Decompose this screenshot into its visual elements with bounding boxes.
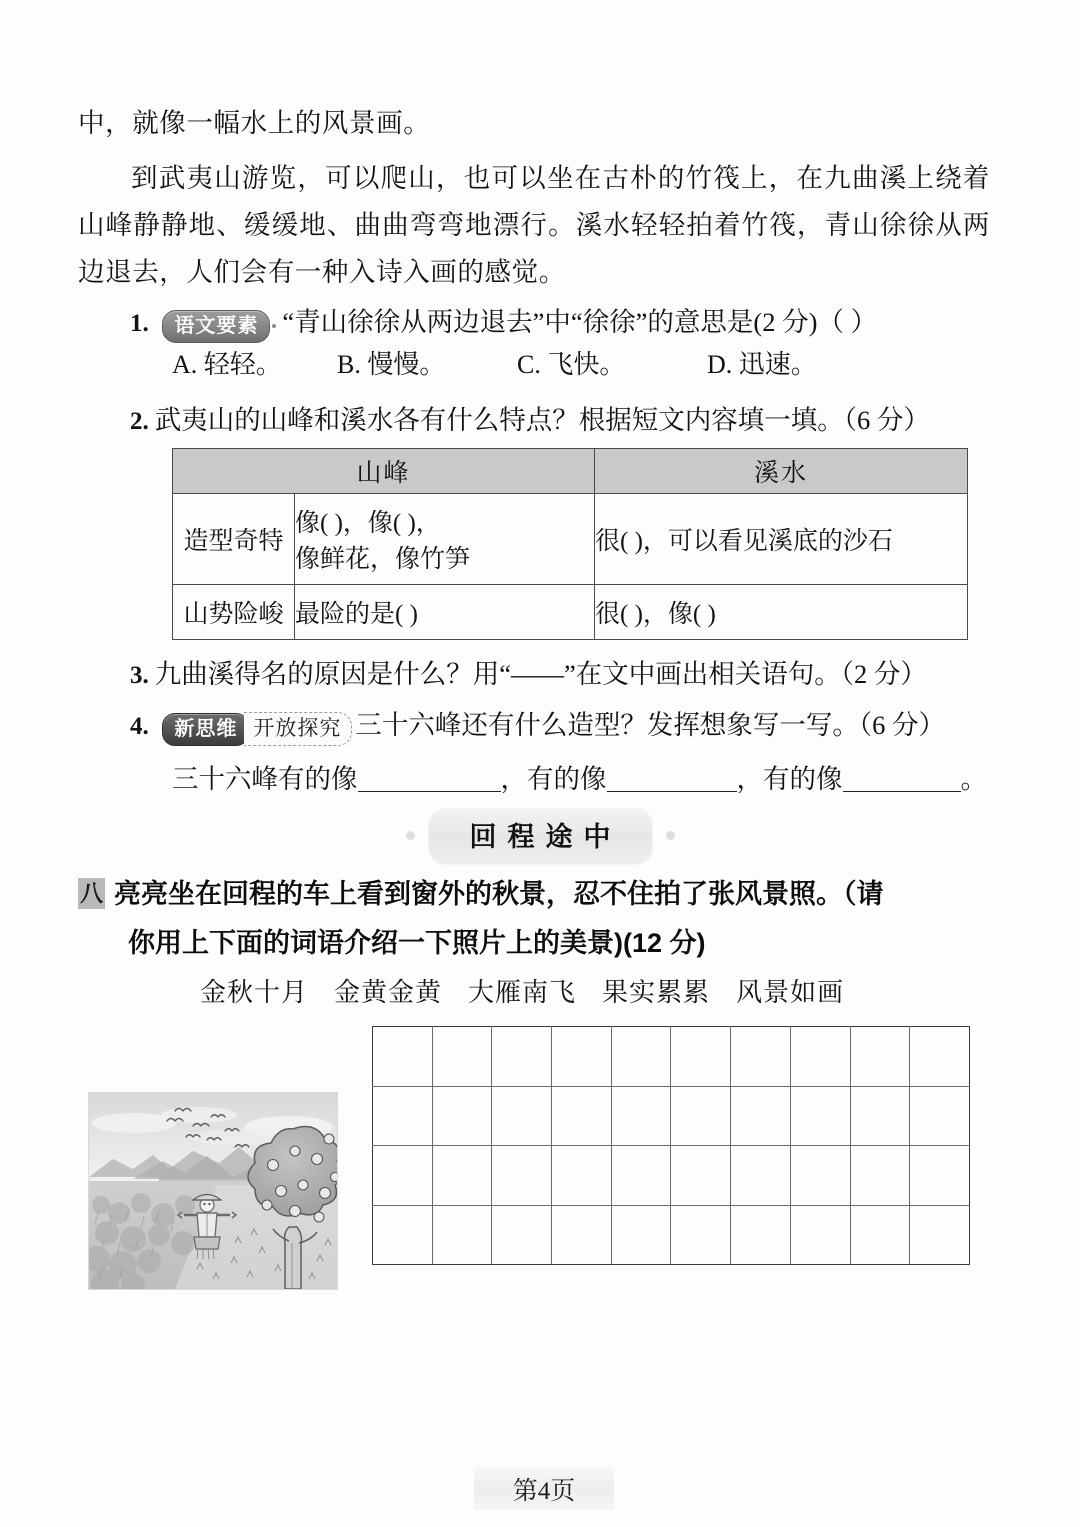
word-item-2: 金黄金黄 <box>334 978 443 1007</box>
option-c-value: 飞快。 <box>547 350 626 379</box>
writing-grid-cell[interactable] <box>790 1146 850 1206</box>
answer-prefix: 三十六峰有的像 <box>172 764 358 794</box>
writing-grid-cell[interactable] <box>611 1146 671 1206</box>
writing-grid[interactable] <box>372 1026 970 1265</box>
question-2 <box>130 398 1000 444</box>
writing-grid-cell[interactable] <box>850 1146 910 1206</box>
writing-grid-cell[interactable] <box>492 1205 552 1265</box>
writing-grid-row[interactable] <box>373 1205 970 1265</box>
writing-grid-cell[interactable] <box>492 1027 552 1087</box>
writing-grid-cell[interactable] <box>492 1086 552 1146</box>
question-4-text: 三十六峰还有什么造型？发挥想象写一写。（6 分） <box>355 710 945 740</box>
row-2-stream[interactable]: 很( )，像( ) <box>595 585 968 640</box>
section-8-line-1: 亮亮坐在回程的车上看到窗外的秋景，忍不住拍了张风景照。（请 <box>114 879 884 909</box>
writing-grid-cell[interactable] <box>790 1027 850 1087</box>
writing-grid-cell[interactable] <box>373 1146 433 1206</box>
question-2-number: 2. <box>130 408 149 435</box>
answer-blank-2[interactable] <box>607 765 737 792</box>
writing-grid-cell[interactable] <box>910 1027 970 1087</box>
badge-trailing-dot <box>272 324 276 328</box>
writing-grid-cell[interactable] <box>671 1146 731 1206</box>
writing-grid-cell[interactable] <box>373 1027 433 1087</box>
writing-grid-cell[interactable] <box>373 1205 433 1265</box>
writing-grid-cell[interactable] <box>731 1146 791 1206</box>
option-a-label: A. <box>172 350 198 379</box>
writing-grid-cell[interactable] <box>671 1205 731 1265</box>
row-1-stream[interactable]: 很( )，可以看见溪底的沙石 <box>595 494 968 585</box>
answer-blank-1[interactable] <box>358 765 501 792</box>
word-item-1: 金秋十月 <box>200 978 309 1007</box>
badge-yuwen-yaosu-label: 语文要素 <box>162 310 270 343</box>
writing-grid-cell[interactable] <box>731 1027 791 1087</box>
page-footer <box>474 1468 614 1510</box>
writing-grid-cell[interactable] <box>432 1086 492 1146</box>
answer-mid-2: ，有的像 <box>736 764 843 794</box>
page-number-label: 第4页 <box>512 1478 576 1505</box>
option-a[interactable] <box>172 345 337 385</box>
badge-yuwen-yaosu <box>162 301 279 345</box>
word-item-3: 大雁南飞 <box>468 978 577 1007</box>
table-header-mountain: 山峰 <box>173 449 595 494</box>
question-3-number: 3. <box>130 662 149 689</box>
option-c-label: C. <box>517 350 541 379</box>
writing-grid-row[interactable] <box>373 1146 970 1206</box>
word-item-5: 风景如画 <box>736 978 845 1007</box>
table-row <box>173 494 968 585</box>
features-table <box>172 448 968 640</box>
question-1-number: 1. <box>130 310 149 337</box>
autumn-scene-svg <box>89 1093 337 1289</box>
writing-grid-cell[interactable] <box>432 1027 492 1087</box>
section-8-line-2: 你用上下面的词语介绍一下照片上的美景)(12 分) <box>128 928 706 958</box>
writing-grid-cell[interactable] <box>432 1205 492 1265</box>
writing-grid-cell[interactable] <box>492 1146 552 1206</box>
word-list <box>200 972 844 1009</box>
row-1-mountain[interactable] <box>295 494 595 585</box>
row-1-mountain-line-1: 像( )，像( )， <box>295 510 441 537</box>
passage-continuation-line: 中，就像一幅水上的风景画。 <box>78 108 431 138</box>
table-header-row <box>173 449 968 494</box>
question-4-answer-line <box>172 757 1042 801</box>
writing-grid-row[interactable] <box>373 1086 970 1146</box>
autumn-scene-illustration <box>88 1092 338 1290</box>
passage-paragraph: 到武夷山游览，可以爬山，也可以坐在古朴的竹筏上，在九曲溪上绕着山峰静静地、缓缓地、曲曲弯弯地漂行。溪水轻轻拍着竹筏，青山徐徐从两边退去，人们会有一种入诗入画的感觉。 <box>78 163 990 287</box>
writing-grid-cell[interactable] <box>373 1086 433 1146</box>
question-2-text: 武夷山的山峰和溪水各有什么特点？根据短文内容填一填。（6 分） <box>154 405 930 435</box>
question-1-text: “青山徐徐从两边退去”中“徐徐”的意思是(2 分)（ ） <box>282 307 878 337</box>
answer-mid-1: ，有的像 <box>500 764 607 794</box>
writing-grid-cell[interactable] <box>552 1146 612 1206</box>
question-1-options <box>172 345 817 385</box>
table-header-stream: 溪水 <box>595 449 968 494</box>
badge-kaifangtanjiu-label: 开放探究 <box>244 712 352 746</box>
question-3-text: 九曲溪得名的原因是什么？用“——”在文中画出相关语句。（2 分） <box>154 659 927 689</box>
writing-grid-cell[interactable] <box>850 1027 910 1087</box>
writing-grid-cell[interactable] <box>790 1086 850 1146</box>
writing-grid-cell[interactable] <box>432 1146 492 1206</box>
writing-grid-cell[interactable] <box>910 1086 970 1146</box>
writing-grid-cell[interactable] <box>611 1205 671 1265</box>
writing-grid-cell[interactable] <box>910 1205 970 1265</box>
answer-blank-3[interactable] <box>843 765 961 792</box>
writing-grid-cell[interactable] <box>731 1205 791 1265</box>
option-b-value: 慢慢。 <box>367 350 446 379</box>
writing-grid-cell[interactable] <box>671 1027 731 1087</box>
writing-grid-cell[interactable] <box>552 1086 612 1146</box>
row-2-mountain[interactable]: 最险的是( ) <box>295 585 595 640</box>
question-3 <box>130 652 1000 698</box>
section-banner <box>390 808 690 863</box>
option-b-label: B. <box>337 350 361 379</box>
question-4 <box>130 703 1000 750</box>
section-banner-title: 回程途中 <box>429 808 652 863</box>
option-a-value: 轻轻。 <box>203 350 282 379</box>
option-d-value: 迅速。 <box>738 350 817 379</box>
banner-dot-left <box>406 831 415 840</box>
question-4-number: 4. <box>130 713 149 740</box>
writing-grid-cell[interactable] <box>910 1146 970 1206</box>
option-d-label: D. <box>707 350 733 379</box>
writing-grid-cell[interactable] <box>611 1086 671 1146</box>
option-c[interactable] <box>517 345 707 385</box>
writing-grid-cell[interactable] <box>552 1205 612 1265</box>
writing-grid-cell[interactable] <box>552 1027 612 1087</box>
writing-grid-cell[interactable] <box>790 1205 850 1265</box>
badge-xinsiwei-label: 新思维 <box>162 713 249 746</box>
writing-grid-cell[interactable] <box>671 1086 731 1146</box>
table-row <box>173 585 968 640</box>
option-d[interactable] <box>707 345 817 385</box>
word-item-4: 果实累累 <box>602 978 711 1007</box>
writing-grid-cell[interactable] <box>850 1086 910 1146</box>
writing-grid-cell[interactable] <box>731 1086 791 1146</box>
question-1 <box>130 300 1000 347</box>
row-1-label: 造型奇特 <box>173 494 295 585</box>
answer-end: 。 <box>960 764 987 794</box>
section-8-heading <box>78 870 990 919</box>
banner-dot-right <box>666 831 675 840</box>
badge-xinsiwei-group <box>162 704 352 748</box>
row-2-label: 山势险峻 <box>173 585 295 640</box>
row-1-mountain-line-2: 像鲜花，像竹笋 <box>295 546 471 573</box>
writing-grid-row[interactable] <box>373 1027 970 1087</box>
writing-grid-cell[interactable] <box>850 1205 910 1265</box>
writing-grid-cell[interactable] <box>611 1027 671 1087</box>
section-8-mark: 八 <box>78 878 105 909</box>
option-b[interactable] <box>337 345 517 385</box>
